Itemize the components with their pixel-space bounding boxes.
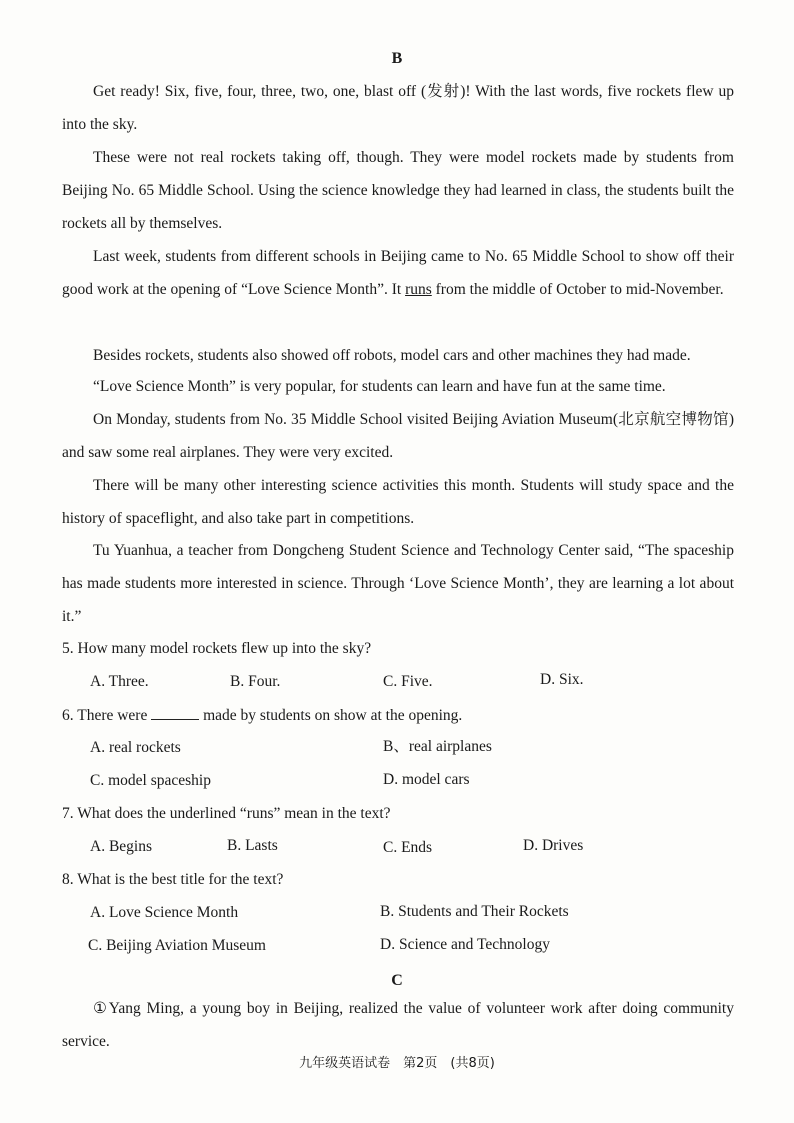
question-6-option-d: D. model cars xyxy=(383,771,470,788)
question-5-stem: 5. How many model rockets flew up into the sky? xyxy=(62,640,372,657)
passage-b-paragraph-1: Get ready! Six, five, four, three, two, one, blast off (发射)! With the last words, five rockets flew up into the sky. xyxy=(62,83,734,133)
passage-b-paragraph-8: Tu Yuanhua, a teacher from Dongcheng Student Science and Technology Center said, “The spaceship has made students more interested in science. Through ‘Love Science Month’, they are learning a lot about it.” xyxy=(62,542,734,625)
section-b-heading: B xyxy=(391,50,403,67)
question-8-stem: 8. What is the best title for the text? xyxy=(62,871,284,888)
question-8-option-a: A. Love Science Month xyxy=(90,904,239,921)
passage-b-paragraph-7: There will be many other interesting science activities this month. Students will study space and the history of spaceflight, and also take part in competitions. xyxy=(62,477,734,527)
passage-b-paragraph-4: Besides rockets, students also showed off robots, model cars and other machines they had made. xyxy=(93,347,691,364)
passage-b-paragraph-3 xyxy=(62,240,734,306)
passage-c-paragraph-1: ①Yang Ming, a young boy in Beijing, realized the value of volunteer work after doing community service. xyxy=(62,1000,734,1050)
question-8-option-c: C. Beijing Aviation Museum xyxy=(88,937,266,954)
question-6-stem xyxy=(62,705,462,726)
section-c-heading: C xyxy=(391,972,403,989)
underlined-word-runs: runs xyxy=(405,281,432,298)
question-8-option-d: D. Science and Technology xyxy=(380,936,550,953)
question-8-option-b: B. Students and Their Rockets xyxy=(380,903,569,920)
question-6-stem-before: 6. There were xyxy=(62,707,152,724)
question-7-option-a: A. Begins xyxy=(90,838,152,855)
question-6-option-c: C. model spaceship xyxy=(90,772,211,789)
question-7-option-b: B. Lasts xyxy=(227,837,278,854)
question-5-option-b: B. Four. xyxy=(230,673,281,690)
passage-b-paragraph-6: On Monday, students from No. 35 Middle School visited Beijing Aviation Museum(北京航空博物馆) and saw some real airplanes. They were very excited. xyxy=(62,411,734,461)
passage-b-paragraph-5: “Love Science Month” is very popular, for students can learn and have fun at the same time. xyxy=(93,378,666,395)
question-7-option-d: D. Drives xyxy=(523,837,584,854)
question-6-stem-after: made by students on show at the opening. xyxy=(199,707,463,724)
answer-blank xyxy=(151,705,199,720)
question-5-option-d: D. Six. xyxy=(540,671,584,688)
question-5-option-c: C. Five. xyxy=(383,673,433,690)
question-7-option-c: C. Ends xyxy=(383,839,433,856)
paragraph-3-text-after: from the middle of October to mid-November. xyxy=(431,281,724,298)
paragraph-3-text-before: Last week, students from different schools in Beijing came to No. 65 Middle School to show off their good work at the opening of “Love Science Month”. It xyxy=(62,248,734,298)
question-6-option-a: A. real rockets xyxy=(90,739,181,756)
page-footer: 九年级英语试卷 第2页 (共8页) xyxy=(299,1056,495,1071)
question-7-stem: 7. What does the underlined “runs” mean in the text? xyxy=(62,805,391,822)
passage-b-paragraph-2: These were not real rockets taking off, though. They were model rockets made by students from Beijing No. 65 Middle School. Using the science knowledge they had learned in class, the students built the rockets all by themselves. xyxy=(62,149,734,232)
question-5-option-a: A. Three. xyxy=(90,673,149,690)
question-6-option-b: B、real airplanes xyxy=(383,738,492,755)
